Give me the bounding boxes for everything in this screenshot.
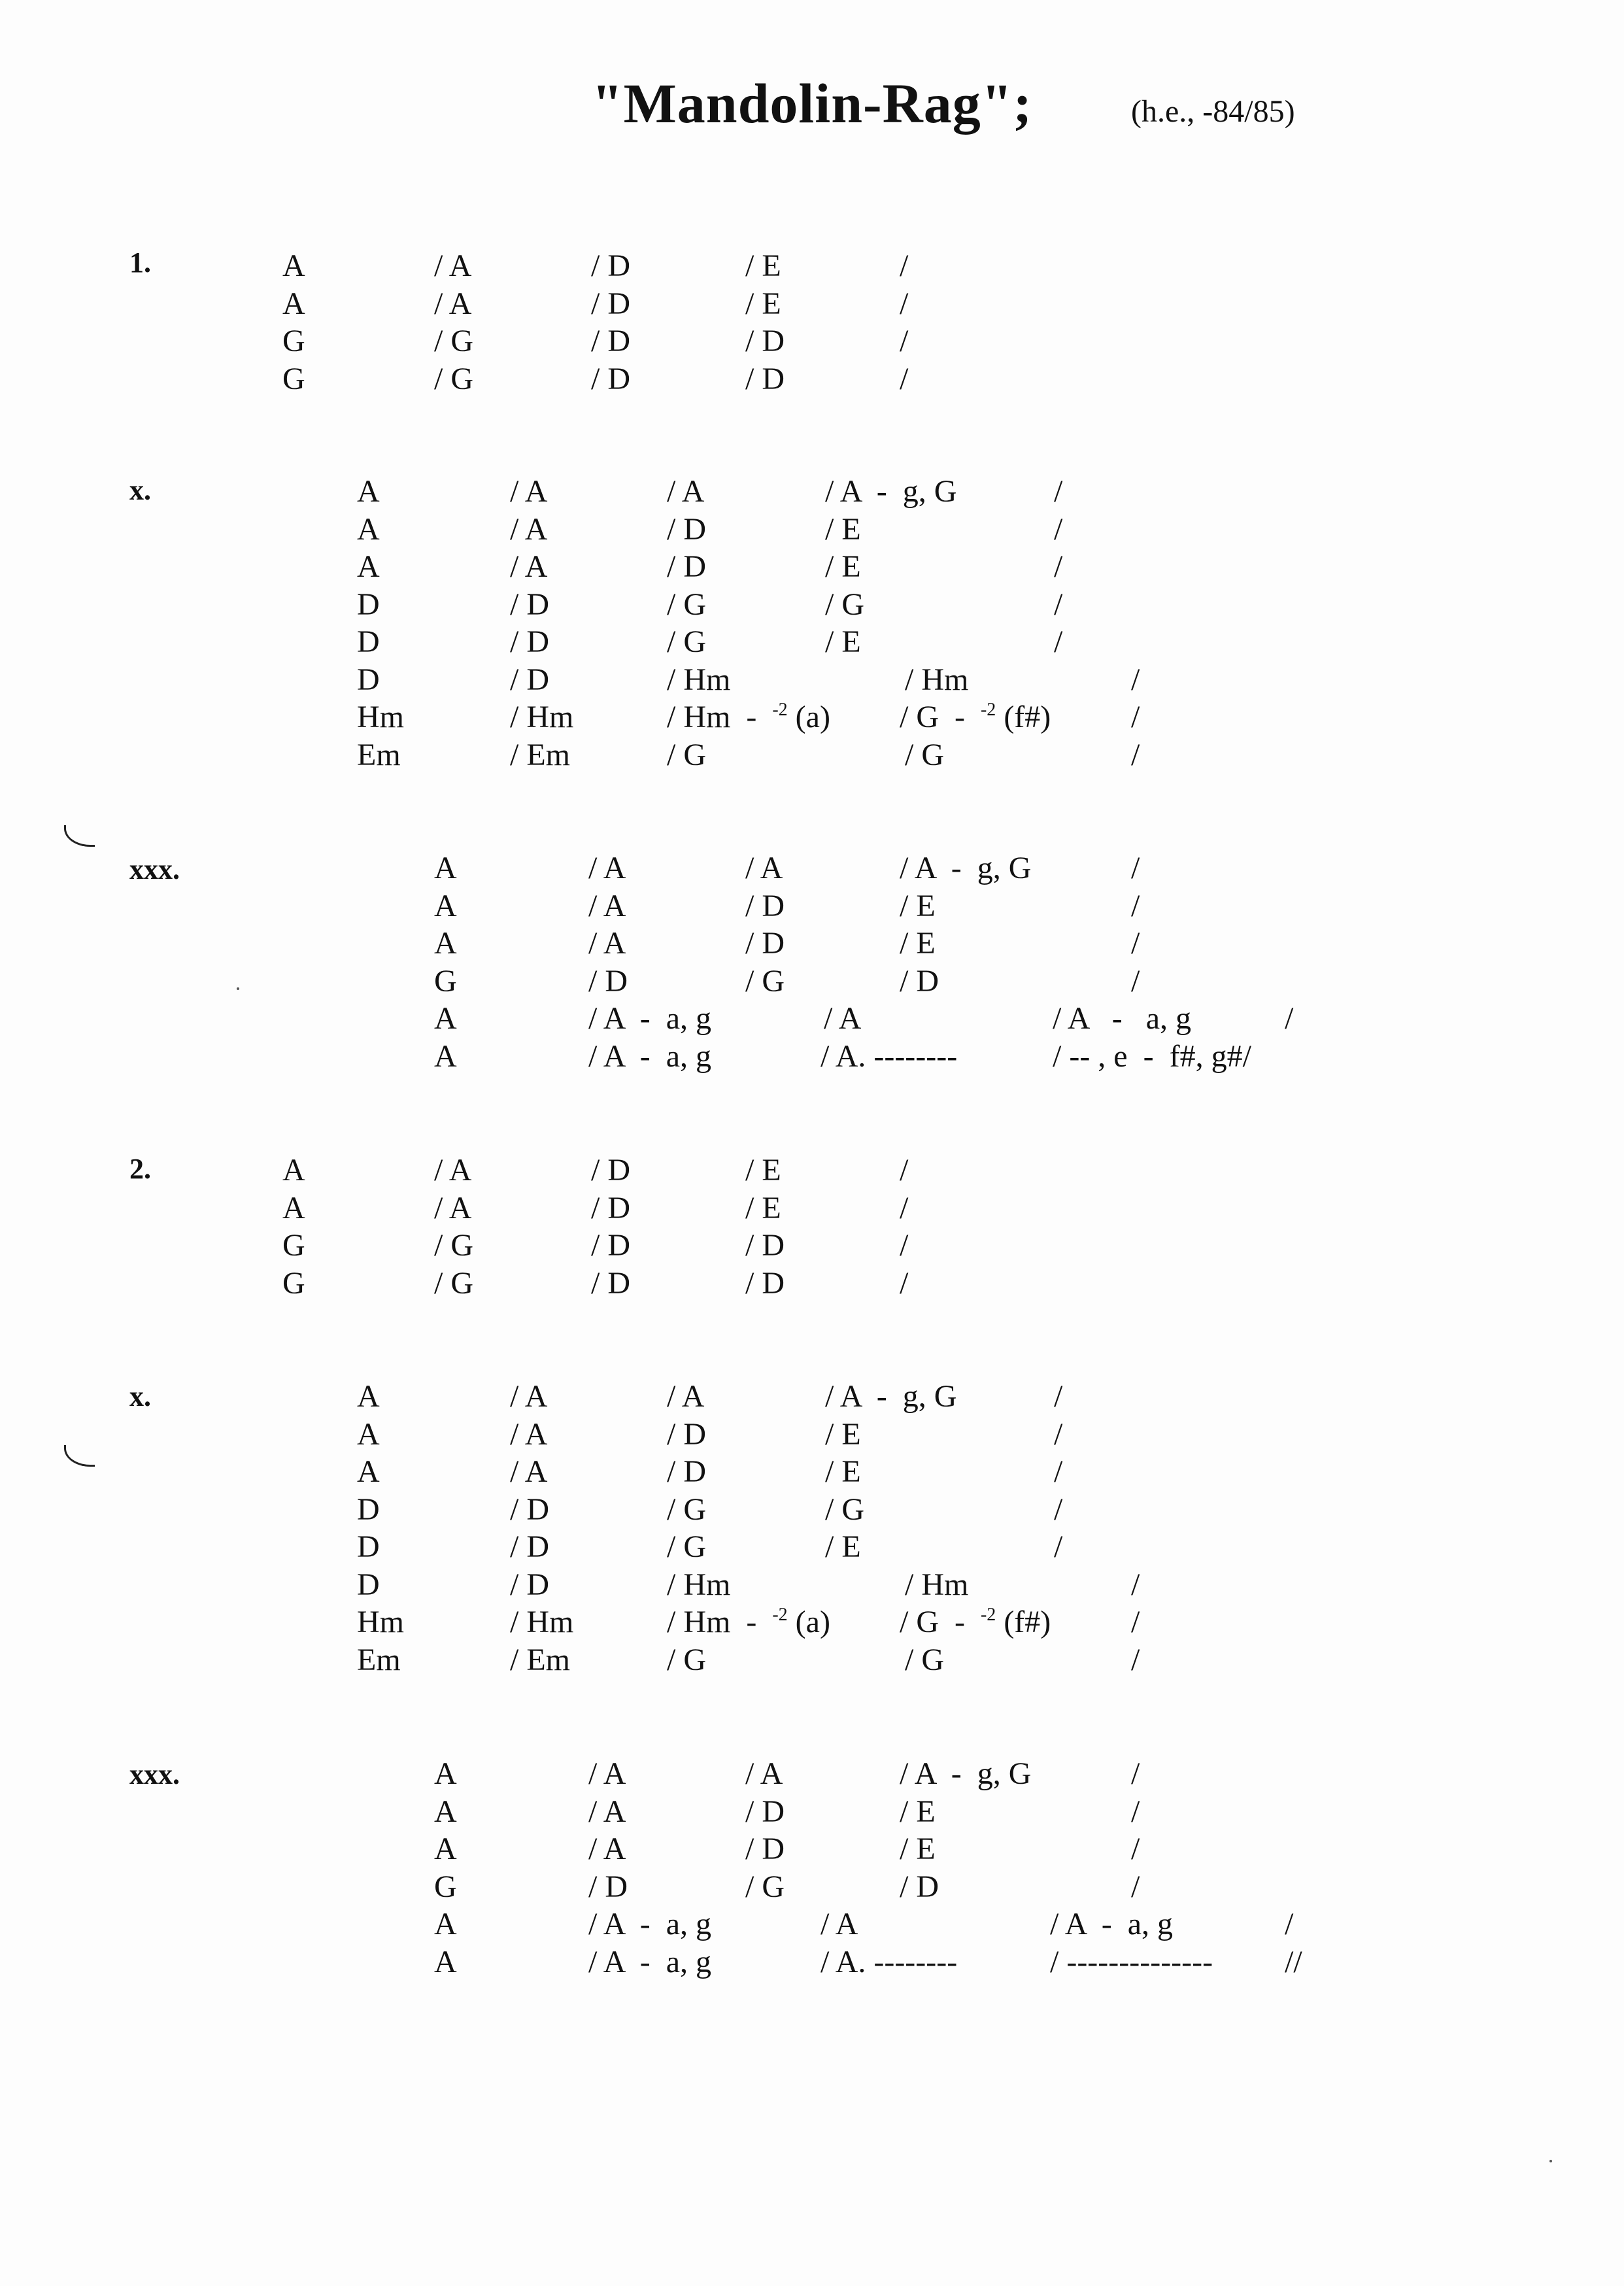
chord-cell: / A <box>434 1191 472 1225</box>
chord-cell: A <box>357 1454 380 1489</box>
chord-row <box>0 473 1624 511</box>
chord-cell: / E <box>900 1794 936 1829</box>
chord-cell: A <box>282 1191 305 1225</box>
chord-row <box>0 322 1624 360</box>
chord-row <box>0 1189 1624 1227</box>
chord-cell: / <box>1131 1832 1140 1866</box>
chord-cell: / <box>1054 549 1063 584</box>
chord-cell: / D <box>591 286 630 321</box>
chord-row <box>0 1641 1624 1679</box>
chord-cell: / G <box>667 587 706 622</box>
chord-row <box>0 1755 1624 1793</box>
chord-row <box>0 1152 1624 1189</box>
chord-cell: / Hm <box>510 700 574 734</box>
chord-row <box>0 247 1624 285</box>
chord-cell: / G <box>825 1492 864 1527</box>
chord-cell: / Hm <box>905 1567 969 1602</box>
chord-cell: / <box>900 286 909 321</box>
chord-cell: / Hm - $^{-2}$ (a) <box>667 1605 830 1639</box>
chord-cell: / A <box>745 1756 783 1791</box>
chord-cell: / <box>1054 474 1063 509</box>
section-label: xxx. <box>129 853 180 885</box>
chord-cell: / D <box>667 1417 706 1452</box>
chord-cell: A <box>434 926 457 961</box>
chord-cell: A <box>282 1153 305 1187</box>
chord-cell: / <box>1054 1492 1063 1527</box>
chord-cell: / <box>900 1191 909 1225</box>
chord-row <box>0 1491 1624 1529</box>
chord-cell: / <box>1131 662 1140 697</box>
chord-cell: / A - a, g <box>1053 1001 1191 1036</box>
chord-cell: / D <box>745 362 785 396</box>
chord-cell: / E <box>825 624 861 659</box>
chord-cell: / Hm - $^{-2}$ (a) <box>667 700 830 734</box>
chord-cell: / Em <box>510 738 570 772</box>
chord-cell: / D <box>745 324 785 358</box>
chord-cell: A <box>434 1794 457 1829</box>
chord-cell: / Em <box>510 1643 570 1677</box>
chord-row <box>0 1378 1624 1416</box>
chord-row <box>0 1416 1624 1454</box>
chord-row <box>0 1227 1624 1265</box>
chord-cell: / <box>900 324 909 358</box>
chord-cell: / D <box>667 512 706 547</box>
chord-cell: A <box>434 1756 457 1791</box>
chord-cell: / <box>900 362 909 396</box>
chord-cell: / Hm <box>905 662 969 697</box>
chord-cell: / -- , e - f#, g#/ <box>1053 1039 1251 1074</box>
chord-cell: / A <box>820 1907 858 1941</box>
chord-cell: / <box>900 1228 909 1263</box>
chord-cell: / E <box>825 549 861 584</box>
chord-cell: / G <box>745 964 785 998</box>
chord-cell: / <box>1131 1756 1140 1791</box>
chord-cell: / <box>1054 624 1063 659</box>
chord-cell: / A - g, G <box>900 851 1032 885</box>
chord-cell: / <box>1054 587 1063 622</box>
chord-cell: D <box>357 1567 380 1602</box>
chord-cell: A <box>357 1379 380 1414</box>
chord-row <box>0 285 1624 323</box>
chord-cell: / E <box>900 926 936 961</box>
chord-cell: / E <box>900 889 936 923</box>
chord-cell: / G - $^{-2}$ (f#) <box>900 700 1051 734</box>
chord-cell: / A <box>510 1417 548 1452</box>
paper-speck <box>1549 2160 1552 2162</box>
chord-cell: / E <box>900 1832 936 1866</box>
chord-cell: A <box>434 851 457 885</box>
chord-cell: / G <box>667 1529 706 1564</box>
chord-cell: / A - g, G <box>825 1379 957 1414</box>
chord-cell: / A <box>510 1454 548 1489</box>
chord-cell: / A <box>434 286 472 321</box>
chord-cell: / <box>1054 1454 1063 1489</box>
chord-cell: / G - $^{-2}$ (f#) <box>900 1605 1051 1639</box>
chord-cell: / G <box>434 362 473 396</box>
chord-cell: D <box>357 1529 380 1564</box>
chord-cell: / D <box>591 1266 630 1301</box>
chord-cell: / G <box>825 587 864 622</box>
chord-cell: / D <box>591 1153 630 1187</box>
chord-cell: / G <box>434 324 473 358</box>
chord-cell: G <box>282 1228 305 1263</box>
chord-cell: / E <box>745 248 781 283</box>
chord-cell: / <box>1285 1001 1294 1036</box>
chord-cell: / <box>1054 1379 1063 1414</box>
chord-cell: / <box>1131 700 1140 734</box>
chord-cell: / A. -------- <box>820 1039 958 1074</box>
chord-cell: / A <box>588 926 626 961</box>
chord-row <box>0 1943 1624 1981</box>
chord-cell: / <box>1131 1794 1140 1829</box>
chord-cell: / D <box>745 1832 785 1866</box>
chord-cell: / <box>1054 1417 1063 1452</box>
chord-cell: / Hm <box>667 1567 731 1602</box>
chord-cell: / A <box>434 1153 472 1187</box>
chord-cell: / G <box>667 1643 706 1677</box>
chord-cell: / A <box>588 1756 626 1791</box>
chord-cell: / D <box>745 889 785 923</box>
chord-cell: / G <box>434 1228 473 1263</box>
chord-cell: / E <box>745 286 781 321</box>
chord-row <box>0 1793 1624 1831</box>
chord-cell: / G <box>667 624 706 659</box>
chord-cell: / G <box>905 738 944 772</box>
chord-row <box>0 1453 1624 1491</box>
chord-cell: G <box>434 964 457 998</box>
chord-cell: A <box>434 1945 457 1979</box>
chord-row <box>0 1265 1624 1303</box>
chord-cell: / A <box>588 1794 626 1829</box>
margin-mark <box>64 825 95 847</box>
chord-cell: / G <box>745 1869 785 1904</box>
chord-cell: / E <box>745 1191 781 1225</box>
chord-cell: / A - g, G <box>825 474 957 509</box>
chord-cell: / <box>900 248 909 283</box>
chord-cell: / D <box>900 1869 939 1904</box>
chord-cell: / D <box>510 1492 549 1527</box>
chord-cell: A <box>434 1001 457 1036</box>
chord-cell: / A <box>434 248 472 283</box>
chord-row <box>0 1868 1624 1906</box>
chord-cell: / A <box>510 1379 548 1414</box>
chord-cell: D <box>357 624 380 659</box>
chord-cell: / <box>900 1266 909 1301</box>
chord-cell: / A <box>667 474 705 509</box>
chord-row <box>0 623 1624 661</box>
section-label: 1. <box>129 247 151 279</box>
chord-cell: / E <box>825 1529 861 1564</box>
chord-cell: / Hm <box>510 1605 574 1639</box>
chord-cell: / A <box>824 1001 862 1036</box>
chord-cell: / A. -------- <box>820 1945 958 1979</box>
chord-cell: / <box>1131 1643 1140 1677</box>
chord-row <box>0 511 1624 549</box>
chord-cell: / Hm <box>667 662 731 697</box>
author-credit: (h.e., -84/85) <box>1131 94 1295 129</box>
chord-cell: / E <box>825 512 861 547</box>
chord-cell: / A - a, g <box>588 1945 711 1979</box>
chord-cell: / <box>1131 851 1140 885</box>
chord-row <box>0 1038 1624 1076</box>
chord-cell: / A <box>667 1379 705 1414</box>
section-label: x. <box>129 1380 151 1412</box>
chord-row <box>0 1000 1624 1038</box>
chord-cell: / D <box>510 1567 549 1602</box>
chord-cell: / G <box>905 1643 944 1677</box>
chord-cell: / D <box>510 1529 549 1564</box>
chord-cell: / A - a, g <box>588 1907 711 1941</box>
chord-cell: / <box>900 1153 909 1187</box>
chord-cell: / D <box>591 324 630 358</box>
chord-row <box>0 1905 1624 1943</box>
chord-cell: / D <box>591 1228 630 1263</box>
chord-cell: / <box>1131 1605 1140 1639</box>
chord-cell: / D <box>667 549 706 584</box>
chord-cell: / D <box>591 1191 630 1225</box>
chord-row <box>0 360 1624 398</box>
chord-cell: / <box>1131 1869 1140 1904</box>
chord-cell: / G <box>667 738 706 772</box>
chord-row <box>0 736 1624 774</box>
chord-cell: / <box>1054 512 1063 547</box>
chord-cell: G <box>282 1266 305 1301</box>
chord-cell: / D <box>745 926 785 961</box>
chord-cell: / D <box>510 624 549 659</box>
chord-cell: / A <box>745 851 783 885</box>
chord-cell: / E <box>825 1454 861 1489</box>
chord-cell: G <box>434 1869 457 1904</box>
chord-cell: / A - g, G <box>900 1756 1032 1791</box>
chord-cell: / D <box>588 1869 628 1904</box>
chord-row <box>0 698 1624 736</box>
chord-cell: / G <box>667 1492 706 1527</box>
chord-cell: / A - a, g <box>588 1001 711 1036</box>
chord-cell: / A <box>588 851 626 885</box>
chord-cell: A <box>434 1832 457 1866</box>
chord-cell: A <box>282 286 305 321</box>
chord-cell: / E <box>745 1153 781 1187</box>
chord-cell: A <box>434 889 457 923</box>
chord-cell: / D <box>510 662 549 697</box>
chord-cell: / D <box>900 964 939 998</box>
chord-row <box>0 925 1624 963</box>
chord-cell: / <box>1131 738 1140 772</box>
chord-row <box>0 887 1624 925</box>
chord-cell: / A <box>588 889 626 923</box>
chord-cell: / <box>1131 964 1140 998</box>
chord-cell: / D <box>510 587 549 622</box>
chord-cell: / <box>1131 889 1140 923</box>
chord-cell: / D <box>745 1266 785 1301</box>
chord-row <box>0 661 1624 699</box>
chord-cell: / A <box>510 474 548 509</box>
chord-cell: A <box>357 549 380 584</box>
chord-row <box>0 1603 1624 1641</box>
section-label: xxx. <box>129 1758 180 1790</box>
chord-row <box>0 963 1624 1000</box>
chord-cell: / <box>1131 1567 1140 1602</box>
chord-row <box>0 1830 1624 1868</box>
chord-cell: / G <box>434 1266 473 1301</box>
chord-cell: Em <box>357 1643 401 1677</box>
chord-cell: / D <box>588 964 628 998</box>
chord-cell: / <box>1131 926 1140 961</box>
chord-cell: A <box>357 512 380 547</box>
chord-cell: D <box>357 662 380 697</box>
chord-cell: / A - a, g <box>1050 1907 1173 1941</box>
chord-row <box>0 1528 1624 1566</box>
chord-cell: / A <box>510 512 548 547</box>
chord-row <box>0 849 1624 887</box>
chord-cell: / <box>1054 1529 1063 1564</box>
chord-cell: G <box>282 362 305 396</box>
chord-cell: A <box>357 1417 380 1452</box>
chord-cell: Hm <box>357 1605 404 1639</box>
chord-cell: / A - a, g <box>588 1039 711 1074</box>
chord-row <box>0 586 1624 624</box>
chord-cell: D <box>357 1492 380 1527</box>
chord-cell: // <box>1285 1945 1302 1979</box>
chord-cell: D <box>357 587 380 622</box>
chord-row <box>0 1566 1624 1604</box>
chord-cell: A <box>357 474 380 509</box>
chord-row <box>0 548 1624 586</box>
chord-cell: / D <box>591 362 630 396</box>
chord-cell: A <box>434 1039 457 1074</box>
section-label: x. <box>129 474 151 506</box>
chord-cell: Hm <box>357 700 404 734</box>
chord-cell: / D <box>745 1794 785 1829</box>
chord-cell: / D <box>667 1454 706 1489</box>
section-label: 2. <box>129 1153 151 1185</box>
chord-cell: / <box>1285 1907 1294 1941</box>
chord-cell: / D <box>745 1228 785 1263</box>
chord-cell: A <box>282 248 305 283</box>
chord-cell: / E <box>825 1417 861 1452</box>
chord-cell: / A <box>588 1832 626 1866</box>
chord-cell: G <box>282 324 305 358</box>
chord-cell: Em <box>357 738 401 772</box>
chord-cell: / A <box>510 549 548 584</box>
chord-cell: A <box>434 1907 457 1941</box>
chord-cell: / D <box>591 248 630 283</box>
song-title: "Mandolin-Rag"; <box>591 72 1033 135</box>
chord-cell: / -------------- <box>1050 1945 1213 1979</box>
